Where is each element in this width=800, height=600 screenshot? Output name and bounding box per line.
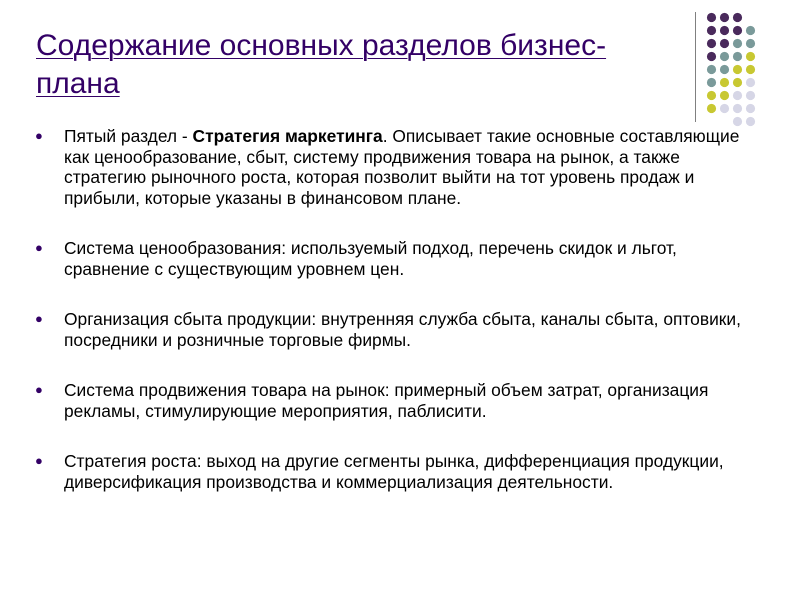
bullet-text: Стратегия роста: выход на другие сегменты рынка, дифференциация продукции, диверсификация производства и коммерциализация деятельности. <box>64 451 724 492</box>
decorative-dot-grid <box>706 11 786 131</box>
bullet-icon: ● <box>35 382 43 397</box>
decorative-dot <box>720 78 729 87</box>
decorative-dot <box>720 104 729 113</box>
decorative-dot <box>733 91 742 100</box>
bullet-text-lead: Пятый раздел - <box>64 126 193 146</box>
decorative-dot <box>707 52 716 61</box>
decorative-dot <box>720 13 729 22</box>
decorative-dot <box>720 91 729 100</box>
decorative-dot <box>720 65 729 74</box>
decorative-dot <box>707 26 716 35</box>
decorative-dot <box>733 78 742 87</box>
decorative-dot <box>707 104 716 113</box>
decorative-dot <box>733 26 742 35</box>
decorative-dot <box>746 117 755 126</box>
bullet-item-pricing <box>30 238 760 279</box>
bullet-item-growth <box>30 451 760 492</box>
decorative-dot <box>746 52 755 61</box>
bullet-list <box>30 126 760 522</box>
decorative-dot <box>707 39 716 48</box>
decorative-dot <box>720 39 729 48</box>
bullet-icon: ● <box>35 240 43 255</box>
decorative-dot <box>733 39 742 48</box>
bullet-text: Система продвижения товара на рынок: примерный объем затрат, организация рекламы, стимулирующие мероприятия, паблисити. <box>64 380 709 421</box>
decorative-dot <box>707 13 716 22</box>
decorative-dot <box>707 91 716 100</box>
bullet-icon: ● <box>35 453 43 468</box>
slide-title: Содержание основных разделов бизнес- плана <box>36 29 607 100</box>
decorative-dot <box>707 65 716 74</box>
bullet-icon: ● <box>35 311 43 326</box>
decorative-dot <box>746 39 755 48</box>
bullet-text: Организация сбыта продукции: внутренняя служба сбыта, каналы сбыта, оптовики, посредники и розничные торговые фирмы. <box>64 309 741 350</box>
bullet-text-rest: . Описывает такие основные составляющие как ценообразование, сбыт, систему продвижения товара на рынок, а также стратегию рыночного роста, которая позволит выйти на тот уровень продаж и прибыли, которые указаны в финансовом плане. <box>64 126 740 208</box>
bullet-icon: ● <box>35 128 43 143</box>
decorative-dot <box>720 52 729 61</box>
bullet-item-marketing-strategy <box>30 126 760 208</box>
decorative-dot <box>733 52 742 61</box>
bullet-text-emphasis: Стратегия маркетинга <box>192 126 383 146</box>
bullet-text: Система ценообразования: используемый подход, перечень скидок и льгот, сравнение с существующим уровнем цен. <box>64 238 677 279</box>
decorative-dot <box>746 78 755 87</box>
decorative-dot <box>733 13 742 22</box>
decorative-dot <box>707 78 716 87</box>
decorative-dot <box>733 104 742 113</box>
bullet-item-sales <box>30 309 760 350</box>
decorative-dot <box>733 65 742 74</box>
decorative-dot <box>746 65 755 74</box>
decorative-dot <box>746 26 755 35</box>
decorative-dot <box>746 91 755 100</box>
decorative-dot <box>720 26 729 35</box>
bullet-item-promotion <box>30 380 760 421</box>
decorative-dot <box>746 104 755 113</box>
dot-grid-graphic <box>706 11 786 131</box>
decorative-dot <box>733 117 742 126</box>
title-divider-line <box>695 12 696 122</box>
